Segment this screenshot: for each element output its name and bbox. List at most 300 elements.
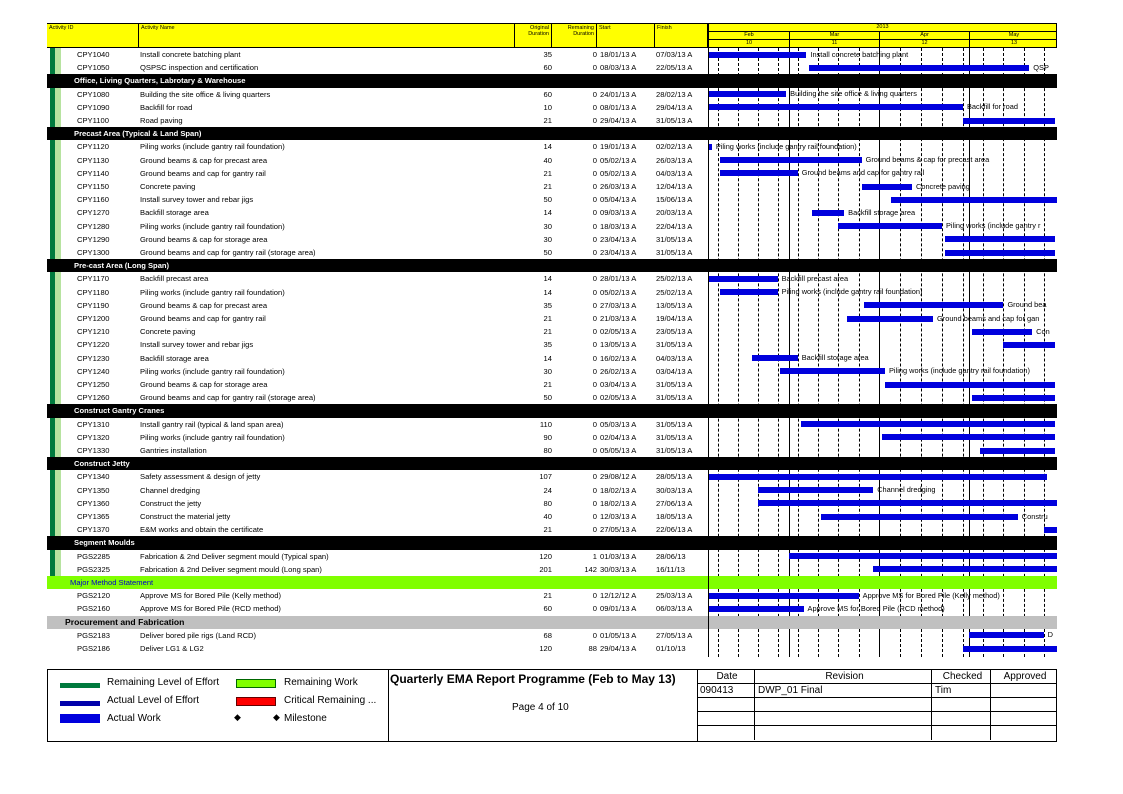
remaining-duration: 0 — [592, 142, 597, 152]
wbs-group-header — [47, 536, 708, 549]
remaining-duration: 0 — [592, 419, 597, 429]
original-duration: 40 — [543, 155, 552, 165]
gantt-bar[interactable] — [758, 487, 874, 493]
original-duration: 60 — [543, 63, 552, 73]
gantt-bar[interactable] — [980, 448, 1055, 454]
gantt-bar[interactable] — [720, 289, 777, 295]
finish-date: 23/05/13 A — [656, 327, 693, 337]
gantt-bar-label: Con — [1036, 326, 1050, 336]
original-duration: 21 — [543, 327, 552, 337]
original-duration: 21 — [543, 314, 552, 323]
original-duration: 21 — [543, 525, 552, 535]
original-duration: 35 — [543, 340, 552, 350]
activity-id: CPY1170 — [77, 274, 109, 284]
diamond-icon: ◆ — [234, 712, 241, 722]
gantt-bar[interactable] — [709, 593, 859, 599]
start-date: 18/02/13 A — [600, 498, 637, 508]
rev-blank-cell — [697, 698, 755, 712]
start-date: 28/01/13 A — [600, 274, 637, 284]
gantt-bar[interactable] — [709, 474, 1047, 480]
original-duration: 21 — [543, 591, 552, 601]
critical-remaining-swatch — [236, 697, 276, 706]
activity-name: E&M works and obtain the certificate — [140, 525, 264, 535]
activity-id: CPY1090 — [77, 102, 110, 112]
remaining-duration: 0 — [592, 380, 597, 389]
activity-id: CPY1310 — [77, 419, 110, 429]
activity-row — [47, 418, 708, 431]
gantt-bar[interactable] — [945, 250, 1055, 256]
remaining-duration: 0 — [592, 89, 597, 99]
activity-id: PGS2160 — [77, 604, 110, 614]
group-label: Precast Area (Typical & Land Span) — [74, 129, 202, 139]
gantt-bar[interactable] — [1003, 342, 1055, 348]
original-duration: 14 — [543, 287, 552, 297]
finish-date: 27/06/13 A — [656, 498, 693, 508]
gantt-bar[interactable] — [809, 65, 1029, 71]
activity-row — [47, 114, 708, 127]
original-duration: 201 — [539, 564, 552, 574]
original-duration: 35 — [543, 50, 552, 59]
start-date: 12/03/13 A — [600, 512, 637, 521]
col-header-remaining-duration: Remaining Duration — [552, 23, 597, 48]
remaining-duration: 0 — [592, 512, 597, 521]
activity-row — [47, 365, 708, 378]
start-date: 01/05/13 A — [600, 630, 637, 640]
activity-name: Backfill for road — [140, 102, 193, 112]
activity-name: Ground beams & cap for precast area — [140, 300, 268, 310]
remaining-duration: 0 — [592, 274, 597, 284]
gantt-bar-label: Ground beams and cap for gantry rail — [801, 168, 925, 178]
gantt-bar[interactable] — [873, 566, 1057, 572]
gantt-bar[interactable] — [780, 368, 885, 374]
activity-name: Concrete paving — [140, 327, 196, 337]
rev-blank-cell — [991, 726, 1056, 740]
remaining-duration: 0 — [592, 498, 597, 508]
rev-blank-cell — [755, 698, 932, 712]
activity-name: Approve MS for Bored Pile (Kelly method) — [140, 591, 281, 601]
gantt-bar-label: Piling works (include gantry rail foundation) — [889, 366, 1030, 376]
activity-id: CPY1200 — [77, 314, 110, 323]
activity-name: Piling works (include gantry rail foundation) — [140, 366, 285, 376]
legend-critical-remaining: Critical Remaining ... — [284, 695, 377, 706]
rev-blank-cell — [932, 698, 991, 712]
start-date: 27/03/13 A — [600, 300, 637, 310]
activity-row — [47, 629, 708, 642]
rev-blank-cell — [991, 712, 1056, 726]
rev-col-date: Date — [697, 670, 755, 684]
group-label: Office, Living Quarters, Labrotary & Warehouse — [74, 76, 246, 86]
timescale-month: May — [969, 32, 1058, 39]
activity-name: Install survey tower and rebar jigs — [140, 340, 254, 350]
remaining-work-swatch — [236, 679, 276, 688]
gantt-bar-label: Ground beams & cap for precast area — [865, 155, 990, 165]
gantt-bar[interactable] — [709, 52, 806, 58]
activity-row — [47, 589, 708, 602]
finish-date: 31/05/13 A — [656, 234, 693, 244]
rev-blank-cell — [697, 712, 755, 726]
start-date: 05/02/13 A — [600, 155, 637, 165]
remaining-duration: 0 — [592, 168, 597, 178]
activity-row — [47, 550, 708, 563]
remaining-duration: 0 — [592, 314, 597, 323]
activity-row — [47, 48, 708, 61]
finish-date: 18/05/13 A — [656, 512, 693, 521]
rev-blank-cell — [991, 698, 1056, 712]
activity-id: CPY1320 — [77, 432, 110, 442]
actual-work-swatch — [60, 714, 100, 723]
col-header-original-duration: Original Duration — [515, 23, 552, 48]
original-duration: 10 — [543, 102, 552, 112]
original-duration: 120 — [539, 644, 552, 653]
gantt-bar[interactable] — [709, 144, 712, 150]
gantt-bar[interactable] — [752, 355, 798, 361]
timescale-quarter: 10 — [745, 40, 753, 46]
start-date: 13/05/13 A — [600, 340, 637, 350]
original-duration: 14 — [543, 274, 552, 284]
legend-actual-loe: Actual Level of Effort — [107, 695, 200, 706]
rev-blank-cell — [755, 726, 932, 740]
activity-name: Backfill storage area — [140, 353, 209, 363]
wbs-group-header — [47, 404, 708, 417]
gantt-bar[interactable] — [720, 157, 861, 163]
start-date: 02/05/13 A — [600, 393, 637, 403]
remaining-duration: 0 — [592, 432, 597, 442]
activity-name: Backfill storage area — [140, 208, 209, 218]
gantt-bar[interactable] — [709, 91, 786, 97]
activity-row — [47, 272, 708, 285]
activity-id: CPY1210 — [77, 327, 110, 337]
activity-name: Construct the material jetty — [140, 512, 231, 521]
group-label: Segment Moulds — [74, 538, 135, 548]
finish-date: 06/03/13 A — [656, 604, 693, 614]
start-date: 29/04/13 A — [600, 644, 637, 653]
timescale-quarter: 13 — [969, 40, 1058, 48]
activity-id: CPY1230 — [77, 353, 110, 363]
finish-date: 26/03/13 A — [656, 155, 693, 165]
gantt-bar[interactable] — [972, 329, 1032, 335]
rev-blank-cell — [932, 712, 991, 726]
original-duration: 90 — [543, 432, 552, 442]
activity-name: Ground beams & cap for storage area — [140, 380, 268, 389]
activity-name: Concrete paving — [140, 182, 196, 191]
gantt-group-band — [709, 404, 1057, 417]
finish-date: 15/06/13 A — [656, 195, 693, 205]
original-duration: 35 — [543, 300, 552, 310]
rev-blank-cell — [755, 712, 932, 726]
activity-row — [47, 167, 708, 180]
finish-date: 31/05/13 A — [656, 432, 693, 442]
activity-row — [47, 484, 708, 497]
original-duration: 110 — [539, 419, 552, 429]
finish-date: 27/05/13 A — [656, 630, 693, 640]
gantt-bar[interactable] — [862, 184, 912, 190]
finish-date: 02/02/13 A — [656, 142, 693, 152]
start-date: 02/05/13 A — [600, 327, 637, 337]
rev-col-approved: Approved — [991, 670, 1056, 684]
start-date: 01/03/13 A — [600, 551, 637, 561]
activity-id: PGS2285 — [77, 551, 110, 561]
activity-row — [47, 642, 708, 655]
gantt-bar[interactable] — [838, 223, 942, 229]
legend-remaining-loe: Remaining Level of Effort — [107, 677, 220, 688]
activity-id: CPY1365 — [77, 512, 110, 521]
start-date: 02/04/13 A — [600, 432, 637, 442]
gantt-bar[interactable] — [972, 395, 1055, 401]
start-date: 09/01/13 A — [600, 604, 637, 614]
original-duration: 50 — [543, 393, 552, 403]
finish-date: 01/10/13 — [656, 644, 686, 653]
gantt-group-band — [709, 536, 1057, 549]
finish-date: 31/05/13 A — [656, 116, 693, 125]
original-duration: 21 — [543, 182, 552, 191]
original-duration: 107 — [539, 472, 552, 482]
gantt-bar[interactable] — [789, 553, 1057, 559]
finish-date: 13/05/13 A — [656, 300, 693, 310]
remaining-duration: 0 — [592, 63, 597, 73]
report-title-box — [388, 670, 698, 741]
original-duration: 60 — [543, 604, 552, 614]
remaining-duration: 0 — [592, 591, 597, 601]
remaining-duration: 0 — [592, 485, 597, 495]
gantt-bar[interactable] — [758, 500, 1057, 506]
gantt-bar-label: Backfill for road — [967, 102, 1018, 112]
activity-row — [47, 246, 708, 259]
gantt-bar[interactable] — [812, 210, 844, 216]
finish-date: 22/06/13 A — [656, 525, 693, 535]
original-duration: 14 — [543, 208, 552, 218]
finish-date: 22/04/13 A — [656, 221, 693, 231]
gantt-bar[interactable] — [885, 382, 1055, 388]
activity-name: Install survey tower and rebar jigs — [140, 195, 254, 205]
original-duration: 24 — [543, 485, 552, 495]
rev-col-checked: Checked — [932, 670, 991, 684]
gantt-bar-label: Approve MS for Bored Pile (RCD method) — [807, 603, 945, 613]
gantt-bar[interactable] — [882, 434, 1055, 440]
activity-id: CPY1340 — [77, 472, 110, 482]
remaining-duration: 142 — [584, 564, 597, 574]
remaining-duration: 0 — [592, 221, 597, 231]
remaining-duration: 0 — [592, 446, 597, 455]
activity-id: PGS2325 — [77, 564, 110, 574]
activity-row — [47, 497, 708, 510]
start-date: 12/12/12 A — [600, 591, 637, 601]
finish-date: 31/05/13 A — [656, 380, 693, 389]
remaining-duration: 0 — [592, 287, 597, 297]
gantt-bar-label: Constru — [1021, 511, 1048, 521]
start-date: 09/03/13 A — [600, 208, 637, 218]
remaining-duration: 0 — [592, 353, 597, 363]
activity-id: CPY1350 — [77, 485, 110, 495]
actual-loe-swatch — [60, 701, 100, 706]
activity-id: CPY1100 — [77, 116, 109, 125]
remaining-duration: 0 — [592, 327, 597, 337]
activity-row — [47, 325, 708, 338]
activity-row — [47, 286, 708, 299]
original-duration: 68 — [543, 630, 552, 640]
gantt-group-band — [709, 576, 1057, 589]
rev-date: 090413 — [697, 684, 755, 698]
finish-date: 19/04/13 A — [656, 314, 693, 323]
gantt-bar[interactable] — [963, 646, 1057, 652]
remaining-duration: 0 — [592, 248, 597, 257]
finish-date: 31/05/13 A — [656, 446, 693, 455]
activity-row — [47, 563, 708, 576]
activity-row — [47, 154, 708, 167]
remaining-duration: 0 — [592, 102, 597, 112]
gantt-group-band — [709, 616, 1057, 629]
activity-name: QSPSC inspection and certification — [140, 63, 259, 73]
gantt-bar[interactable] — [709, 276, 778, 282]
activity-name: Ground beams and cap for gantry rail (storage area) — [140, 393, 316, 403]
activity-name: Piling works (include gantry rail foundation) — [140, 142, 285, 152]
original-duration: 60 — [543, 89, 552, 99]
timescale-year-row — [709, 24, 1056, 32]
activity-row — [47, 338, 708, 351]
col-header-activity-name: Activity Name — [139, 23, 515, 48]
original-duration: 80 — [543, 498, 552, 508]
activity-id: CPY1080 — [77, 89, 110, 99]
activity-row — [47, 101, 708, 114]
activity-name: Backfill precast area — [140, 274, 209, 284]
activity-id: PGS2183 — [77, 630, 110, 640]
finish-date: 29/04/13 A — [656, 102, 693, 112]
col-header-activity-id: Activity ID — [47, 23, 139, 48]
original-duration: 30 — [543, 234, 552, 244]
activity-row — [47, 391, 708, 404]
timescale-month: Apr — [879, 32, 969, 39]
activity-row — [47, 431, 708, 444]
activity-name: Building the site office & living quarters — [140, 89, 271, 99]
gantt-bar[interactable] — [847, 316, 933, 322]
activity-name: Piling works (include gantry rail foundation) — [140, 221, 285, 231]
legend-actual-work: Actual Work — [107, 713, 161, 724]
remaining-duration: 88 — [588, 644, 597, 653]
start-date: 23/04/13 A — [600, 248, 637, 257]
original-duration: 50 — [543, 195, 552, 205]
finish-date: 25/02/13 A — [656, 287, 693, 297]
gantt-bar[interactable] — [709, 104, 963, 110]
original-duration: 50 — [543, 248, 552, 257]
remaining-duration: 0 — [592, 208, 597, 218]
activity-id: CPY1050 — [77, 63, 110, 73]
start-date: 26/02/13 A — [600, 366, 637, 376]
gantt-group-band — [709, 127, 1057, 140]
original-duration: 120 — [539, 551, 552, 561]
finish-date: 31/05/13 A — [656, 340, 693, 350]
activity-name: Deliver bored pile rigs (Land RCD) — [140, 630, 257, 640]
gantt-bar[interactable] — [1044, 527, 1057, 533]
wbs-group-header — [47, 457, 708, 470]
gantt-bar[interactable] — [720, 170, 797, 176]
group-label: Pre-cast Area (Long Span) — [74, 261, 170, 271]
gantt-bar[interactable] — [821, 514, 1018, 520]
activity-id: CPY1370 — [77, 525, 110, 535]
report-title: Quarterly EMA Report Programme (Feb to May 13) — [390, 672, 676, 686]
rev-blank-cell — [697, 726, 755, 740]
activity-row — [47, 444, 708, 457]
original-duration: 21 — [543, 380, 552, 389]
timescale-quarter: 11 — [789, 40, 879, 48]
start-date: 05/05/13 A — [600, 446, 637, 455]
activity-id: CPY1120 — [77, 142, 109, 152]
activity-row — [47, 206, 708, 219]
remaining-duration: 0 — [592, 195, 597, 205]
gantt-bar-label: QSP — [1033, 62, 1049, 72]
start-date: 29/08/12 A — [600, 472, 637, 482]
activity-row — [47, 88, 708, 101]
activity-row — [47, 299, 708, 312]
activity-name: Ground beams and cap for gantry rail — [140, 314, 266, 323]
start-date: 24/01/13 A — [600, 89, 637, 99]
remaining-duration: 0 — [592, 50, 597, 59]
gantt-bar[interactable] — [801, 421, 1056, 427]
activity-id: CPY1180 — [77, 287, 109, 297]
original-duration: 21 — [543, 168, 552, 178]
timescale-header — [708, 23, 1057, 48]
original-duration: 14 — [543, 353, 552, 363]
finish-date: 28/06/13 — [656, 551, 686, 561]
timescale-year: 2013 — [876, 24, 889, 30]
activity-id: CPY1330 — [77, 446, 110, 455]
activity-name: Piling works (include gantry rail foundation) — [140, 432, 285, 442]
start-date: 05/02/13 A — [600, 287, 637, 297]
activity-row — [47, 470, 708, 483]
activity-row — [47, 523, 708, 536]
remaining-duration: 0 — [592, 393, 597, 403]
start-date: 23/04/13 A — [600, 234, 637, 244]
finish-date: 25/02/13 A — [656, 274, 693, 284]
gantt-bar-label: Building the site office & living quarters — [790, 89, 917, 99]
start-date: 08/01/13 A — [600, 102, 637, 112]
gantt-bar[interactable] — [891, 197, 1057, 203]
gantt-bar[interactable] — [963, 118, 1055, 124]
finish-date: 04/03/13 A — [656, 353, 693, 363]
activity-name: Piling works (include gantry rail foundation) — [140, 287, 285, 297]
gantt-group-band — [709, 457, 1057, 470]
group-label: Construct Jetty — [74, 459, 130, 469]
col-header-start: Start — [597, 23, 655, 48]
finish-date: 20/03/13 A — [656, 208, 693, 218]
rev-revision: DWP_01 Final — [755, 684, 932, 698]
finish-date: 31/05/13 A — [656, 419, 693, 429]
timescale-quarter-row — [709, 40, 1056, 48]
wbs-section-header — [47, 616, 708, 629]
legend-milestone: Milestone — [284, 713, 327, 724]
original-duration: 40 — [543, 512, 552, 521]
activity-name: Approve MS for Bored Pile (RCD method) — [140, 604, 281, 614]
gantt-bar[interactable] — [969, 632, 1044, 638]
activity-id: CPY1150 — [77, 182, 109, 191]
gantt-bar-label: Backfill storage area — [848, 207, 916, 217]
activity-row — [47, 140, 708, 153]
gantt-bar-label: Ground beams and cap for gan — [937, 313, 1040, 323]
original-duration: 30 — [543, 366, 552, 376]
remaining-duration: 0 — [592, 155, 597, 165]
gantt-bar[interactable] — [945, 236, 1055, 242]
finish-date: 12/04/13 A — [656, 182, 693, 191]
gantt-bar[interactable] — [864, 302, 1003, 308]
gantt-bar[interactable] — [709, 606, 804, 612]
start-date: 03/04/13 A — [600, 380, 637, 389]
activity-name: Road paving — [140, 116, 183, 125]
gantt-bar-label: Piling works (include gantry rail foundation) — [715, 141, 857, 151]
finish-date: 28/05/13 A — [656, 472, 693, 482]
remaining-duration: 0 — [592, 604, 597, 614]
gantt-bar-label: Concrete paving — [916, 181, 970, 191]
activity-name: Ground beams and cap for gantry rail (storage area) — [140, 248, 316, 257]
activity-id: CPY1130 — [77, 155, 109, 165]
group-label: Procurement and Fabrication — [65, 616, 185, 627]
